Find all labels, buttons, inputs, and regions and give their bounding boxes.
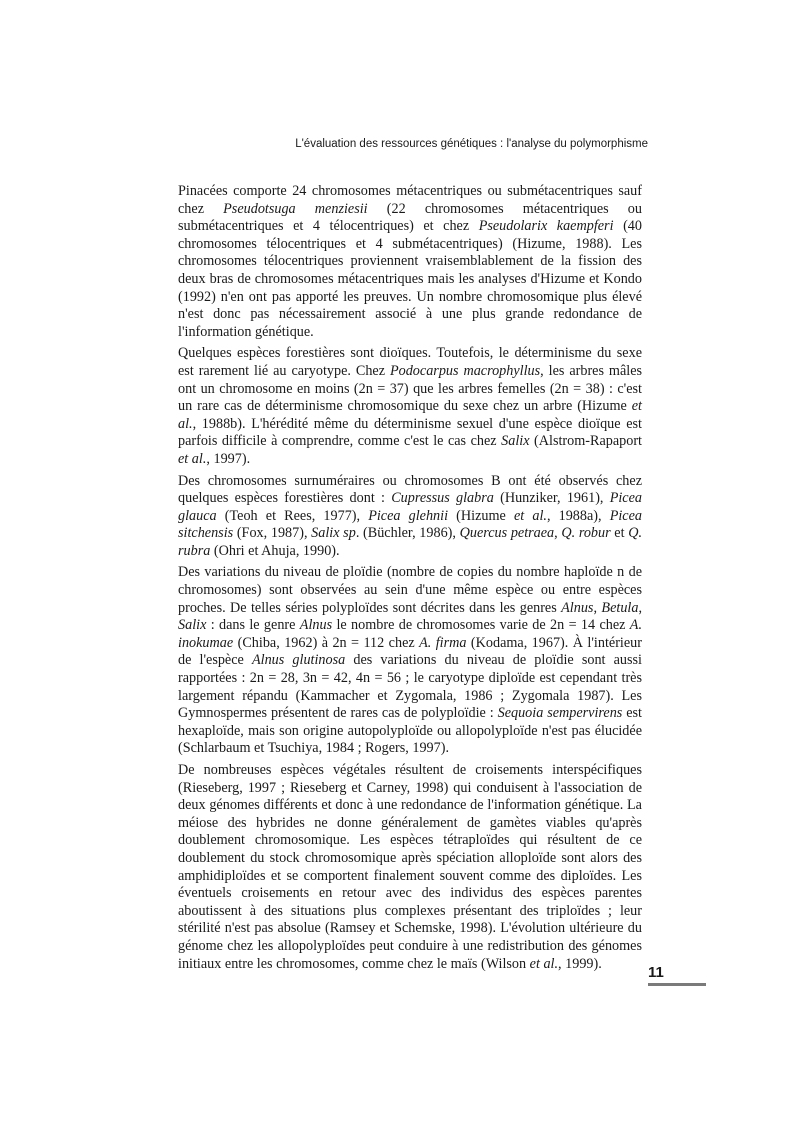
text-run: (Hunziker, 1961), <box>493 490 610 507</box>
italic-run: Q. robur <box>561 525 611 542</box>
text-run: (Fox, 1987), <box>233 525 312 542</box>
running-header: L'évaluation des ressources génétiques : l'analyse du polymorphisme <box>295 138 648 150</box>
italic-run: A. inokumae <box>178 617 642 651</box>
italic-run: A. firma <box>419 634 467 651</box>
text-run: , les arbres mâles ont un chromosome en moins (2n = 37) que les arbres femelles (2n = 38) : c'est un rare cas de déterminisme chromosomique du sexe chez un arbre (Hizume <box>178 362 643 415</box>
page-number-rule <box>648 983 706 986</box>
paragraph <box>178 345 642 468</box>
text-run: (Kodama, 1967). À l'intérieur de l'espèce <box>178 634 642 669</box>
text-run: , <box>638 599 643 616</box>
italic-run: Betula <box>601 599 639 616</box>
text-run: , 1999). <box>558 955 602 972</box>
italic-run: et al. <box>178 450 207 467</box>
italic-run: Quercus petraea <box>459 525 555 542</box>
italic-run: Q. rubra <box>178 525 643 559</box>
text-run: (Alstrom-Rapaport <box>529 433 642 450</box>
paragraph <box>178 183 642 341</box>
italic-run: Podocarpus macrophyllus <box>389 362 541 379</box>
text-run: De nombreuses espèces végétales résultent de croisements interspécifiques (Rieseberg, 1997 ; Rieseberg et Carney, 1998) qui conduisent à l'association de deux génomes différents et donc à une redondance de l'information génétique. La méiose des hybrides ne donne généralement de gamètes viables qu'après doublement chromosomique. Les espèces tétraploïdes qui résultent de ce doublement du stock chromosomique après spéciation alloploïde sont alors des amphidiploïdes et se comportent finalement souvent comme des diploïdes. Les éventuels croisements en retour avec des individus des espèces parentes aboutissent à des situations plus complexes présentant des triploïdes ; leur stérilité n'est pas absolue (Ramsey et Schemske, 1998). L'évolution ultérieure du génome chez les allopolyploïdes peut conduire à une redistribution des génomes initiaux entre les chromosomes, comme chez le maïs (Wilson <box>178 762 642 972</box>
italic-run: Picea sitchensis <box>178 507 642 542</box>
page-number: 11 <box>648 964 664 981</box>
italic-run: Alnus <box>299 617 333 634</box>
italic-run: Picea glauca <box>178 490 642 524</box>
text-run: (Hizume <box>448 507 514 524</box>
text-run: et <box>610 525 629 542</box>
text-run: Des variations du niveau de ploïdie (nombre de copies du nombre haploïde n de chromosomes) sont observées au sein d'une même espèce ou entre espèces proches. De telles séries polyploïdes sont décrites dans les genres <box>178 564 642 616</box>
text-run: (Chiba, 1962) à 2n = 112 chez <box>233 634 420 651</box>
text-run: est hexaploïde, mais son origine autopolyploïde ou allopolyploïde n'est pas élucidée (Schlarbaum et Tsuchiya, 1984 ; Rogers, 1997). <box>178 705 642 757</box>
text-run: Des chromosomes surnuméraires ou chromosomes B ont été observés chez quelques espèces forestières dont : <box>178 472 642 507</box>
text-run: Pinacées comporte 24 chromosomes métacentriques ou submétacentriques sauf chez <box>178 183 642 217</box>
paragraph <box>178 762 642 973</box>
text-run: Quelques espèces forestières sont dioïques. Toutefois, le déterminisme du sexe est rarement lié au caryotype. Chez <box>178 345 642 379</box>
italic-run: Salix <box>178 617 207 634</box>
text-run: des variations du niveau de ploïdie sont aussi rapportées : 2n = 28, 3n = 42, 4n = 56 ; le caryotype diploïde est cependant très largement répandu (Kammacher et Zygomala, 1986 ; Zygomala 1987). Les Gymnospermes présentent de rares cas de polyploïdie : <box>178 652 642 722</box>
text-run: (22 chromosomes métacentriques ou submétacentriques et 4 télocentriques) et chez <box>178 200 642 235</box>
italic-run: Cupressus glabra <box>391 490 494 507</box>
paragraph <box>178 564 642 758</box>
italic-run: et al. <box>529 955 559 972</box>
text-run: , <box>593 599 602 616</box>
text-run: , 1997). <box>206 450 251 467</box>
text-run: , 1988a), <box>546 507 610 524</box>
italic-run: Picea glehnii <box>368 507 449 524</box>
italic-run: Pseudotsuga menziesii <box>223 200 368 217</box>
paragraph <box>178 473 642 561</box>
body-text <box>178 183 642 977</box>
italic-run: et al. <box>178 398 642 432</box>
italic-run: Alnus glutinosa <box>251 652 346 669</box>
text-run: le nombre de chromosomes varie de 2n = 14 chez <box>332 617 630 634</box>
italic-run: Sequoia sempervirens <box>497 705 623 722</box>
italic-run: Alnus <box>561 599 594 616</box>
italic-run: et al. <box>513 507 547 524</box>
italic-run: Salix sp <box>311 525 356 542</box>
italic-run: Pseudolarix kaempferi <box>478 218 614 235</box>
text-run: , <box>554 525 562 542</box>
text-run: (Teoh et Rees, 1977), <box>216 507 369 524</box>
text-run: (40 chromosomes télocentriques et 4 submétacentriques) (Hizume, 1988). Les chromosomes télocentriques proviennent vraisemblablement de la fission des deux bras de chromosomes métacentriques mais les analyses d'Hizume et Kondo (1992) n'en ont pas apporté les preuves. Un nombre chromosomique plus élevé n'est donc pas nécessairement associé à une plus grande redondance de l'information génétique. <box>178 218 642 340</box>
text-run: , 1988b). L'hérédité même du déterminisme sexuel d'une espèce dioïque est parfois difficile à comprendre, comme c'est le cas chez <box>178 415 642 450</box>
text-run: . (Büchler, 1986), <box>355 525 460 542</box>
text-run: : dans le genre <box>206 617 300 634</box>
italic-run: Salix <box>501 433 530 450</box>
text-run: (Ohri et Ahuja, 1990). <box>210 542 340 559</box>
